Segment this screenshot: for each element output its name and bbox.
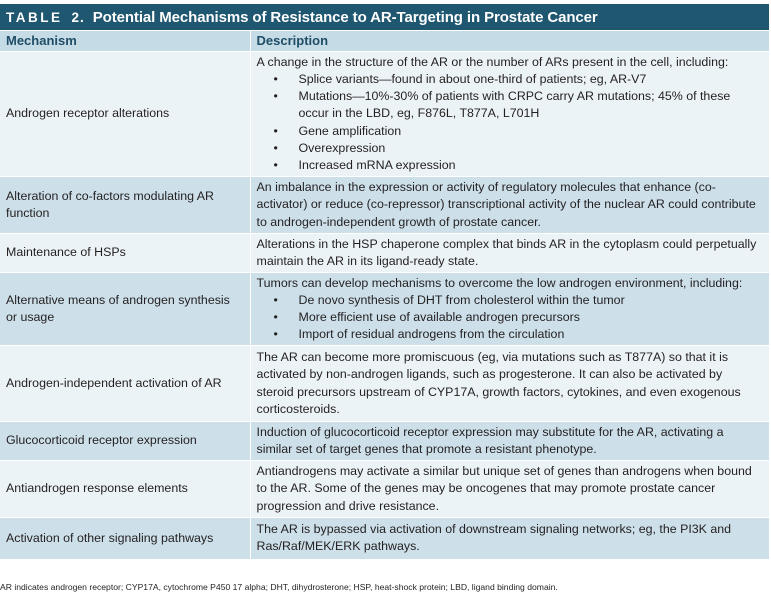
bullet-item: • More efficient use of available androgen precursors — [257, 309, 763, 326]
mechanism-column-header: Mechanism — [0, 31, 250, 52]
mechanism-cell: Androgen receptor alterations — [0, 52, 250, 177]
description-cell — [250, 52, 769, 177]
mechanism-cell: Glucocorticoid receptor expression — [0, 422, 250, 461]
table-title: Potential Mechanisms of Resistance to AR-Targeting in Prostate Cancer — [92, 8, 598, 26]
bullet-item: • Overexpression — [257, 140, 763, 157]
bullet-list — [257, 71, 763, 174]
table-row — [0, 422, 769, 461]
description-cell — [250, 273, 769, 346]
bullet-item: • Gene amplification — [257, 123, 763, 140]
bullet-item: • Increased mRNA expression — [257, 157, 763, 174]
table-row — [0, 461, 769, 518]
table-row — [0, 52, 769, 177]
mechanism-cell: Alternative means of androgen synthesis or usage — [0, 273, 250, 346]
table-row — [0, 177, 769, 234]
description-cell: The AR can become more promiscuous (eg, via mutations such as T877A) so that it is activated by non-androgen ligands, such as progesterone. It can also be activated by steroid precursors upstream of CYP17A, growth factors, cytokines, and even exogenous corticosteroids. — [250, 346, 769, 422]
bullet-item: • Splice variants—found in about one-third of patients; eg, AR-V7 — [257, 71, 763, 88]
description-cell: The AR is bypassed via activation of downstream signaling networks; eg, the PI3K and Ras/Raf/MEK/ERK pathways. — [250, 518, 769, 559]
description-cell: Antiandrogens may activate a similar but unique set of genes than androgens when bound to the AR. Some of the genes may be oncogenes that may promote prostate cancer progression and drive resistance. — [250, 461, 769, 518]
description-column-header: Description — [250, 31, 769, 52]
mechanism-cell: Maintenance of HSPs — [0, 234, 250, 273]
table-footnote: AR indicates androgen receptor; CYP17A, cytochrome P450 17 alpha; DHT, dihydrosterone; HSP, heat-shock protein; LBD, ligand binding domain. — [0, 582, 558, 592]
table-row — [0, 346, 769, 422]
mechanisms-table — [0, 31, 770, 559]
mechanism-cell: Activation of other signaling pathways — [0, 518, 250, 559]
bullet-item: • Mutations—10%-30% of patients with CRPC carry AR mutations; 45% of these occur in the LBD, eg, F876L, T877A, L701H — [257, 88, 763, 122]
bullet-list — [257, 292, 763, 344]
table-label: TABLE — [6, 9, 63, 25]
table-row — [0, 234, 769, 273]
description-cell: Alterations in the HSP chaperone complex that binds AR in the cytoplasm could perpetually maintain the AR in its ligand-ready state. — [250, 234, 769, 273]
description-cell: An imbalance in the expression or activity of regulatory molecules that enhance (co-activator) or reduce (co-repressor) transcriptional activity of the nuclear AR could contribute to androgen-independent growth of prostate cancer. — [250, 177, 769, 234]
table-header-row — [0, 31, 769, 52]
bullet-item: • Import of residual androgens from the circulation — [257, 326, 763, 343]
bullet-item: • De novo synthesis of DHT from cholesterol within the tumor — [257, 292, 763, 309]
description-cell: Induction of glucocorticoid receptor expression may substitute for the AR, activating a similar set of target genes that promote a resistant phenotype. — [250, 422, 769, 461]
table-number: 2. — [71, 9, 85, 25]
table-title-bar — [0, 4, 769, 30]
description-text: A change in the structure of the AR or the number of ARs present in the cell, including: — [256, 54, 729, 69]
table-row — [0, 273, 769, 346]
mechanism-cell: Androgen-independent activation of AR — [0, 346, 250, 422]
description-text: Tumors can develop mechanisms to overcome the low androgen environment, including: — [256, 275, 743, 290]
mechanism-cell: Alteration of co-factors modulating AR function — [0, 177, 250, 234]
mechanism-cell: Antiandrogen response elements — [0, 461, 250, 518]
table-row — [0, 518, 769, 559]
